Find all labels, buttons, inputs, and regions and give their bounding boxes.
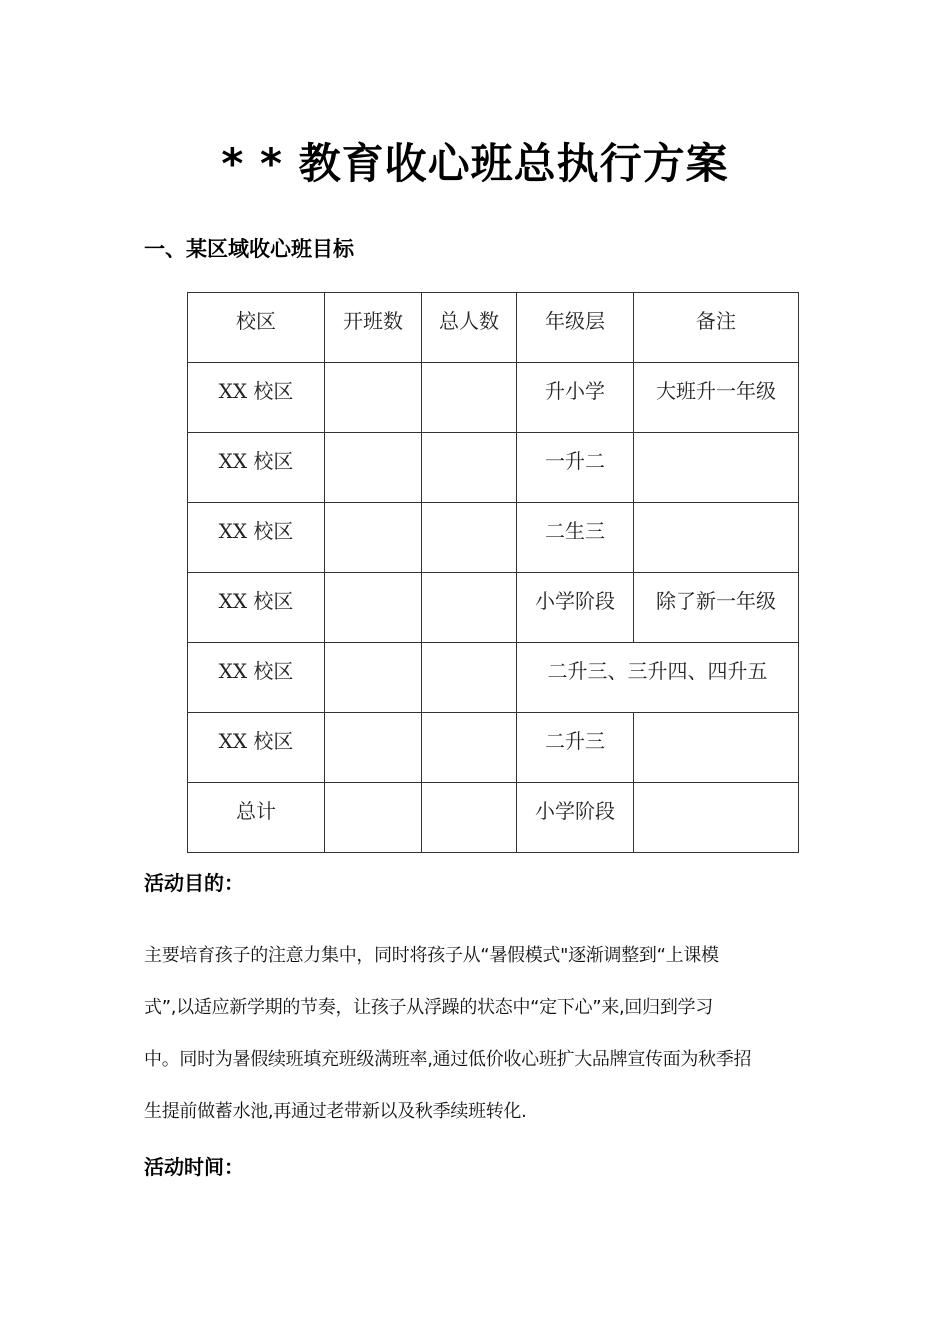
cell-students [422, 643, 517, 713]
cell-classes [325, 363, 422, 433]
cell-students [422, 433, 517, 503]
cell-note: 除了新一年级 [634, 573, 799, 643]
table-header-row [188, 293, 799, 363]
cell-note [634, 713, 799, 783]
purpose-heading: 活动目的： [144, 871, 244, 895]
table-row [188, 713, 799, 783]
cell-campus: XX 校区 [188, 503, 325, 573]
targets-table [187, 292, 799, 853]
cell-campus: XX 校区 [188, 433, 325, 503]
purpose-line: 式”,以适应新学期的节奏，让孩子从浮躁的状态中“定下心”来,回归到学习 [144, 997, 713, 1018]
table-row [188, 643, 799, 713]
cell-students [422, 783, 517, 853]
cell-note: 大班升一年级 [634, 363, 799, 433]
cell-campus: XX 校区 [188, 713, 325, 783]
purpose-line: 生提前做蓄水池,再通过老带新以及秋季续班转化. [144, 1101, 527, 1122]
cell-note [634, 503, 799, 573]
header-grade: 年级层 [517, 293, 634, 363]
cell-classes [325, 643, 422, 713]
table-row [188, 573, 799, 643]
cell-campus: XX 校区 [188, 573, 325, 643]
cell-grade: 二生三 [517, 503, 634, 573]
cell-campus: XX 校区 [188, 363, 325, 433]
purpose-line: 主要培育孩子的注意力集中，同时将孩子从“暑假模式"逐渐调整到“上课模 [144, 945, 719, 966]
table-row [188, 503, 799, 573]
cell-students [422, 573, 517, 643]
cell-campus: 总计 [188, 783, 325, 853]
cell-grade: 升小学 [517, 363, 634, 433]
header-note: 备注 [634, 293, 799, 363]
cell-students [422, 503, 517, 573]
purpose-paragraph [144, 930, 804, 1138]
cell-students [422, 713, 517, 783]
cell-grade: 小学阶段 [517, 573, 634, 643]
cell-classes [325, 713, 422, 783]
table-row [188, 363, 799, 433]
purpose-line: 中。同时为暑假续班填充班级满班率,通过低价收心班扩大品牌宣传面为秋季招 [144, 1049, 752, 1070]
document-title: * * 教育收心班总执行方案 [221, 139, 729, 188]
header-students: 总人数 [422, 293, 517, 363]
cell-grade: 二升三 [517, 713, 634, 783]
cell-classes [325, 573, 422, 643]
header-classes: 开班数 [325, 293, 422, 363]
cell-classes [325, 783, 422, 853]
cell-note [634, 433, 799, 503]
table-row-total [188, 783, 799, 853]
cell-grade: 一升二 [517, 433, 634, 503]
cell-classes [325, 433, 422, 503]
table-row [188, 433, 799, 503]
cell-campus: XX 校区 [188, 643, 325, 713]
section-heading-targets: 一、某区域收心班目标 [144, 237, 354, 261]
cell-note [634, 783, 799, 853]
cell-classes [325, 503, 422, 573]
cell-grade-merged: 二升三、三升四、四升五 [517, 643, 799, 713]
cell-students [422, 363, 517, 433]
time-heading: 活动时间： [144, 1155, 244, 1179]
header-campus: 校区 [188, 293, 325, 363]
cell-grade: 小学阶段 [517, 783, 634, 853]
